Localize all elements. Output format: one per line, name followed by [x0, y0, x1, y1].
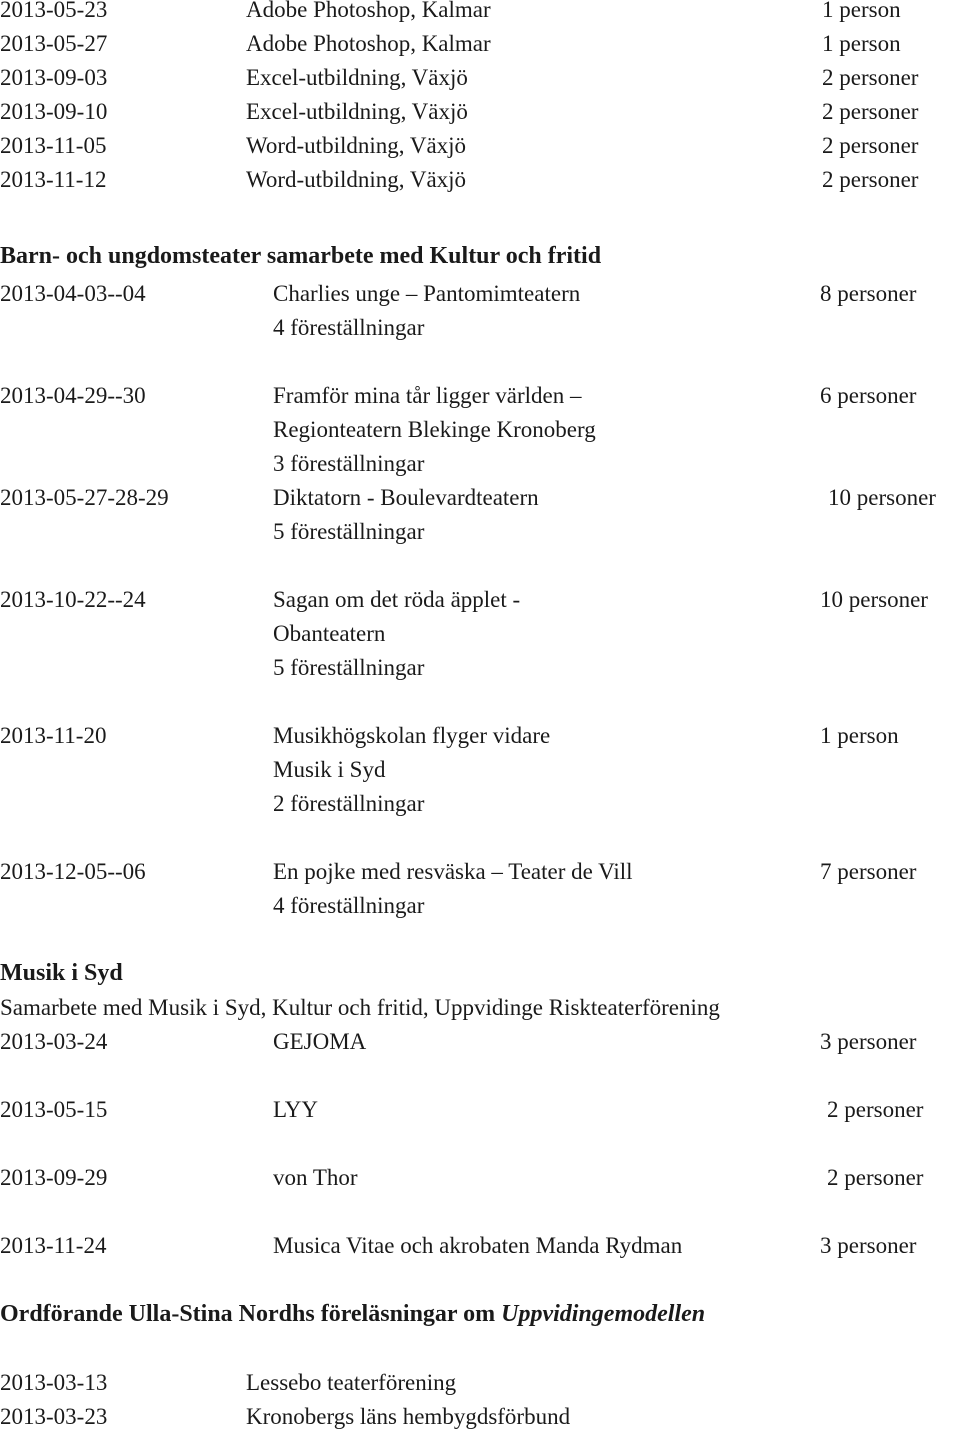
entry-date: 2013-11-05 [0, 133, 107, 158]
entry-date: 2013-05-15 [0, 1097, 108, 1122]
entry-title: GEJOMA [273, 1029, 367, 1054]
entry-date: 2013-09-10 [0, 99, 108, 124]
entry-count: 3 personer [820, 1029, 917, 1054]
entry-date: 2013-03-13 [0, 1370, 108, 1395]
list-item [0, 1161, 960, 1195]
entry-date: 2013-10-22--24 [0, 587, 146, 612]
entry-performances: 5 föreställningar [273, 519, 425, 544]
entry-title: Word-utbildning, Växjö [246, 133, 467, 158]
entry-count: 8 personer [820, 281, 917, 306]
list-item-line [0, 413, 960, 447]
entry-title: Sagan om det röda äpplet - [273, 587, 521, 612]
entry-performances: 4 föreställningar [273, 315, 425, 340]
entry-date: 2013-05-23 [0, 0, 108, 22]
list-item [0, 1025, 960, 1059]
list-item [0, 583, 960, 617]
entry-performances: 5 föreställningar [273, 655, 425, 680]
entry-date: 2013-11-12 [0, 167, 107, 192]
entry-date: 2013-03-23 [0, 1404, 108, 1429]
entry-count: 3 personer [820, 1233, 917, 1258]
entry-count: 2 personer [822, 99, 919, 124]
entry-count: 2 personer [827, 1165, 924, 1190]
list-item-line [0, 311, 960, 345]
list-item-line [0, 787, 960, 821]
list-item [0, 277, 960, 311]
entry-count: 1 person [822, 0, 901, 22]
entry-title: En pojke med resväska – Teater de Vill [273, 859, 633, 884]
entry-title: Charlies unge – Pantomimteatern [273, 281, 581, 306]
entry-count: 2 personer [822, 167, 919, 192]
list-item [0, 855, 960, 889]
entry-title: Musikhögskolan flyger vidare [273, 723, 551, 748]
list-item [0, 1366, 960, 1400]
list-item-line [0, 753, 960, 787]
list-item [0, 719, 960, 753]
entry-title: Diktatorn - Boulevardteatern [273, 485, 539, 510]
entry-date: 2013-05-27-28-29 [0, 485, 169, 510]
list-item [0, 481, 960, 515]
list-item [0, 95, 960, 129]
entry-count: 1 person [820, 723, 899, 748]
entry-count: 7 personer [820, 859, 917, 884]
entry-subtitle: Obanteatern [273, 621, 386, 646]
entry-date: 2013-09-03 [0, 65, 108, 90]
entry-count: 6 personer [820, 383, 917, 408]
entry-performances: 4 föreställningar [273, 893, 425, 918]
entry-title: Adobe Photoshop, Kalmar [246, 0, 491, 22]
list-item-line [0, 617, 960, 651]
entry-date: 2013-04-03--04 [0, 281, 146, 306]
entry-date: 2013-05-27 [0, 31, 108, 56]
entry-count: 2 personer [827, 1097, 924, 1122]
entry-title: Musica Vitae och akrobaten Manda Rydman [273, 1233, 683, 1258]
entry-title: Excel-utbildning, Växjö [246, 99, 468, 124]
list-item [0, 1400, 960, 1434]
entry-title: Excel-utbildning, Växjö [246, 65, 468, 90]
heading-prefix: Ordförande Ulla-Stina Nordhs föreläsningar om [0, 1301, 502, 1327]
list-item [0, 129, 960, 163]
entry-date: 2013-04-29--30 [0, 383, 146, 408]
entry-count: 1 person [822, 31, 901, 56]
entry-subtitle: Musik i Syd [273, 757, 386, 782]
list-item-line [0, 889, 960, 923]
list-item-line [0, 651, 960, 685]
list-item [0, 379, 960, 413]
entry-count: 10 personer [820, 587, 928, 612]
entry-title: Framför mina tår ligger världen – [273, 383, 582, 408]
list-item-line [0, 515, 960, 549]
entry-date: 2013-12-05--06 [0, 859, 146, 884]
list-item [0, 0, 960, 27]
section-heading-theater: Barn- och ungdomsteater samarbete med Kultur och fritid [0, 243, 602, 269]
section-subtitle: Samarbete med Musik i Syd, Kultur och fritid, Uppvidinge Riskteaterförening [0, 995, 720, 1020]
entry-performances: 2 föreställningar [273, 791, 425, 816]
entry-title: Adobe Photoshop, Kalmar [246, 31, 491, 56]
entry-title: Word-utbildning, Växjö [246, 167, 467, 192]
entry-count: 2 personer [822, 133, 919, 158]
entry-title: von Thor [273, 1165, 358, 1190]
entry-performances: 3 föreställningar [273, 451, 425, 476]
list-item [0, 1229, 960, 1263]
entry-title: LYY [273, 1097, 318, 1122]
entry-title: Lessebo teaterförening [246, 1370, 457, 1395]
entry-count: 2 personer [822, 65, 919, 90]
list-item [0, 27, 960, 61]
list-item [0, 163, 960, 197]
entry-date: 2013-11-20 [0, 723, 107, 748]
list-item [0, 61, 960, 95]
entry-date: 2013-09-29 [0, 1165, 108, 1190]
entry-date: 2013-11-24 [0, 1233, 107, 1258]
entry-subtitle: Regionteatern Blekinge Kronoberg [273, 417, 596, 442]
section-heading-music: Musik i Syd [0, 960, 123, 986]
list-item [0, 1093, 960, 1127]
list-item-line [0, 447, 960, 481]
entry-title: Kronobergs läns hembygdsförbund [246, 1404, 571, 1429]
entry-date: 2013-03-24 [0, 1029, 108, 1054]
entry-count: 10 personer [828, 485, 936, 510]
section-heading-lectures [0, 1296, 705, 1332]
heading-emphasis: Uppvidingemodellen [501, 1301, 706, 1327]
